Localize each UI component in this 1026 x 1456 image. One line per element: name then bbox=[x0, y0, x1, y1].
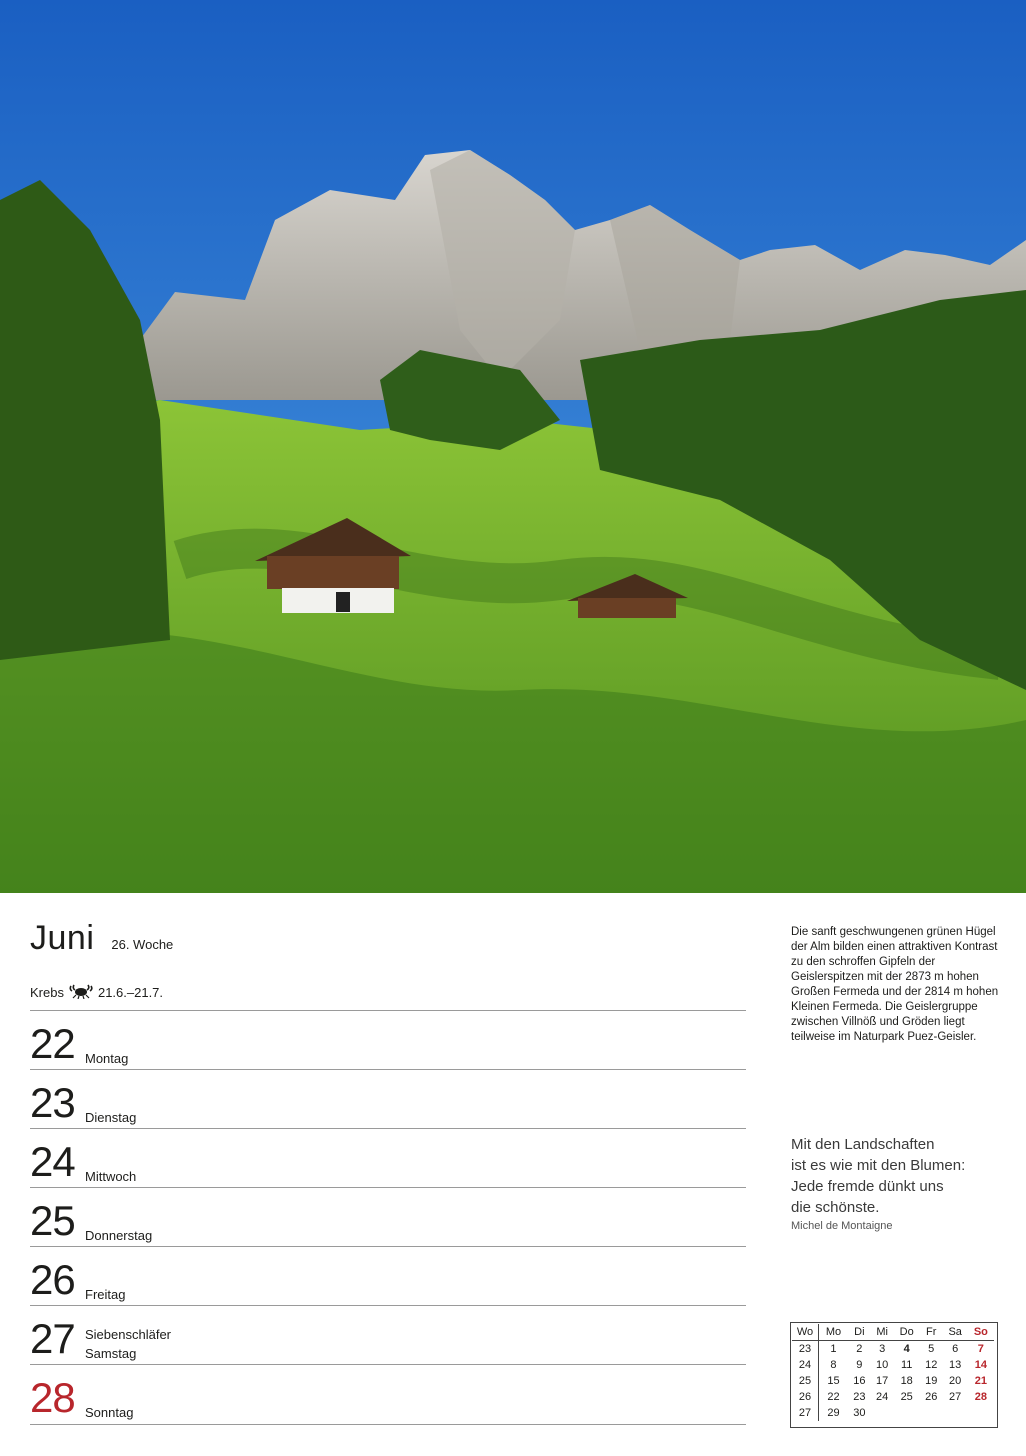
mini-day-cell: 26 bbox=[925, 1391, 938, 1403]
mini-week-number: 26 bbox=[792, 1389, 819, 1405]
mini-day-cell: 20 bbox=[949, 1375, 962, 1387]
mini-day-cell: 7 bbox=[977, 1343, 984, 1355]
mini-day-cell: 24 bbox=[876, 1391, 889, 1403]
mini-calendar-header bbox=[792, 1324, 994, 1341]
day-row-monday bbox=[30, 1010, 746, 1070]
day-event: Siebenschläfer bbox=[85, 1327, 171, 1342]
mini-day-cell: 13 bbox=[949, 1359, 962, 1371]
mini-day-cell: 4 bbox=[903, 1343, 910, 1355]
mini-day-cell: 3 bbox=[879, 1343, 886, 1355]
mini-week-number: 27 bbox=[792, 1405, 819, 1421]
mini-day-cell: 28 bbox=[974, 1391, 987, 1403]
mini-calendar-row bbox=[792, 1389, 994, 1405]
day-name: Dienstag bbox=[85, 1110, 137, 1125]
mini-day-cell: 15 bbox=[827, 1375, 840, 1387]
quote-line: die schönste. bbox=[791, 1199, 880, 1216]
mini-week-number: 25 bbox=[792, 1373, 819, 1389]
mini-day-cell bbox=[871, 1405, 894, 1421]
quote bbox=[791, 1134, 1011, 1218]
day-row-tuesday bbox=[30, 1069, 746, 1129]
day-name: Mittwoch bbox=[85, 1169, 137, 1184]
day-number: 22 bbox=[30, 1020, 75, 1067]
mini-day-cell: 8 bbox=[830, 1359, 837, 1371]
day-name: Donnerstag bbox=[85, 1228, 153, 1243]
mini-calendar-row bbox=[792, 1405, 994, 1421]
week-label: 26. Woche bbox=[111, 937, 174, 952]
mini-header-cell: So bbox=[968, 1324, 994, 1341]
mini-day-cell bbox=[943, 1405, 968, 1421]
mini-day-cell: 23 bbox=[853, 1391, 866, 1403]
day-number: 26 bbox=[30, 1256, 75, 1303]
mini-day-cell: 10 bbox=[876, 1359, 889, 1371]
mini-day-cell bbox=[894, 1405, 920, 1421]
mini-day-cell bbox=[968, 1405, 994, 1421]
mini-header-cell: Fr bbox=[920, 1324, 943, 1341]
quote-line: Jede fremde dünkt uns bbox=[791, 1178, 944, 1195]
day-name: Montag bbox=[85, 1051, 129, 1066]
mini-day-cell: 22 bbox=[827, 1391, 840, 1403]
quote-author: Michel de Montaigne bbox=[791, 1220, 893, 1232]
mini-day-cell: 21 bbox=[974, 1375, 987, 1387]
day-number: 23 bbox=[30, 1079, 75, 1126]
mini-header-cell: Do bbox=[894, 1324, 920, 1341]
day-name: Sonntag bbox=[85, 1405, 134, 1420]
mini-day-cell: 25 bbox=[900, 1391, 913, 1403]
mini-day-cell: 6 bbox=[952, 1343, 959, 1355]
mini-day-cell: 5 bbox=[928, 1343, 935, 1355]
day-number: 24 bbox=[30, 1138, 75, 1185]
mini-calendar-row bbox=[792, 1341, 994, 1358]
day-row-sunday bbox=[30, 1364, 746, 1425]
quote-line: Mit den Landschaften bbox=[791, 1136, 935, 1153]
mini-header-cell: Sa bbox=[943, 1324, 968, 1341]
day-row-thursday bbox=[30, 1187, 746, 1247]
mini-header-cell: Mo bbox=[819, 1324, 848, 1341]
mini-day-cell: 11 bbox=[900, 1359, 913, 1371]
month-header bbox=[30, 919, 173, 958]
quote-line: ist es wie mit den Blumen: bbox=[791, 1157, 966, 1174]
mini-calendar bbox=[792, 1324, 994, 1421]
day-name: Samstag bbox=[85, 1346, 137, 1361]
month-title: Juni bbox=[30, 919, 95, 957]
mini-day-cell: 14 bbox=[974, 1359, 987, 1371]
mini-day-cell: 18 bbox=[900, 1375, 913, 1387]
mini-day-cell: 30 bbox=[853, 1407, 866, 1419]
crab-icon bbox=[68, 983, 94, 1002]
mini-day-cell: 9 bbox=[856, 1359, 863, 1371]
mini-week-number: 24 bbox=[792, 1357, 819, 1373]
mini-header-cell: Mi bbox=[871, 1324, 894, 1341]
mini-day-cell: 1 bbox=[830, 1343, 837, 1355]
mini-day-cell: 12 bbox=[925, 1359, 938, 1371]
day-row-saturday bbox=[30, 1305, 746, 1365]
zodiac-dates: 21.6.–21.7. bbox=[97, 985, 164, 1000]
mini-day-cell: 17 bbox=[876, 1375, 889, 1387]
mini-header-cell: Wo bbox=[792, 1324, 819, 1341]
mini-week-number: 23 bbox=[792, 1341, 819, 1358]
mini-day-cell: 16 bbox=[853, 1375, 866, 1387]
mini-header-cell: Di bbox=[848, 1324, 871, 1341]
day-row-friday bbox=[30, 1246, 746, 1306]
zodiac-name: Krebs bbox=[30, 985, 64, 1000]
day-row-wednesday bbox=[30, 1128, 746, 1188]
day-number: 25 bbox=[30, 1197, 75, 1244]
mini-day-cell: 29 bbox=[827, 1407, 840, 1419]
mini-calendar-row bbox=[792, 1357, 994, 1373]
photo-description: Die sanft geschwungenen grünen Hügel der Alm bilden einen attraktiven Kontrast zu den schroffen Gipfeln der Geislerspitzen mit der 2873 m hohen Großen Fermeda und der 2814 m hohen Kleinen Fermeda. Die Geislergruppe zwischen Villnöß und Gröden liegt teilweise im Naturpark Puez-Geisler. bbox=[791, 926, 999, 1043]
mini-day-cell: 19 bbox=[925, 1375, 938, 1387]
day-number: 28 bbox=[30, 1374, 75, 1421]
mini-day-cell: 27 bbox=[949, 1391, 962, 1403]
day-name: Freitag bbox=[85, 1287, 126, 1302]
mini-calendar-row bbox=[792, 1373, 994, 1389]
mini-day-cell bbox=[920, 1405, 943, 1421]
day-number: 27 bbox=[30, 1315, 75, 1362]
zodiac-info bbox=[30, 983, 163, 1002]
mini-day-cell: 2 bbox=[856, 1343, 863, 1355]
